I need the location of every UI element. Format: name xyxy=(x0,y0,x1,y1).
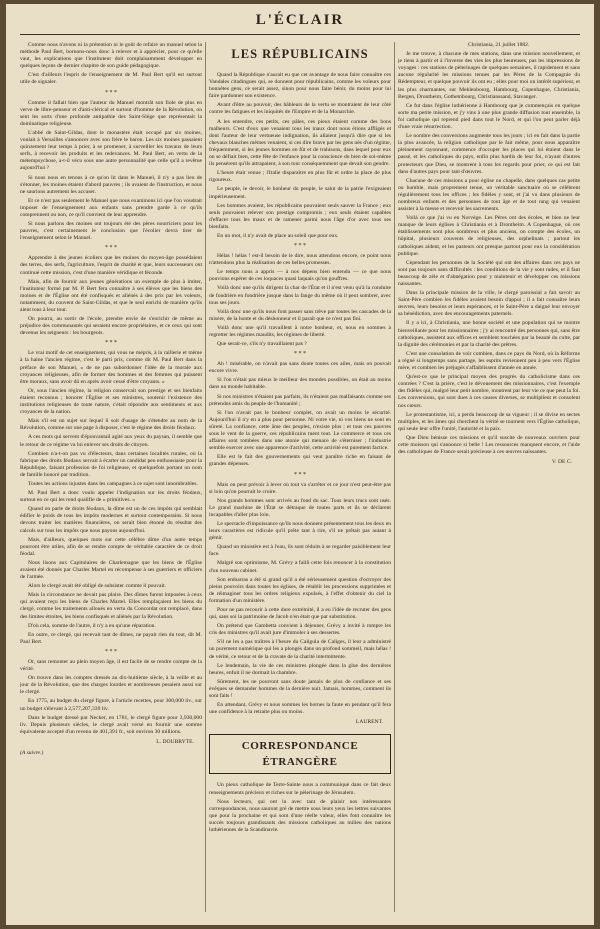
article-section xyxy=(209,482,391,717)
article-section xyxy=(209,253,391,348)
paragraph: Dans le budget dressé par Necker, en 1781, le clergé figure pour 3,930,000 liv. Depuis plusieurs siècles, le clergé avait versé en fournir une somme équivalente accepté d'un revenu de 401,391 fr., soit environ 30 millions. xyxy=(20,714,202,735)
column-divider xyxy=(205,42,206,912)
paragraph: Quand on parle de droits féodaux, la dîme est un de ces impôts qui semblait édifier le poids de tous les impôts modernes et surtout contemporains. Si nous devons traiter les matières financières, on serait bien étonné du résultat des calculs sur tous les impôts que nous payons aujourd'hui. xyxy=(20,506,202,534)
paragraph: Dans la principale mission de la ville, le clergé paroissial a fait savoir au Saint-Père combien les fidèles avaient besoin d'appui ; il a fait connaître leurs œuvres, leurs besoins et leurs espérances, et le Saint-Père a daigné leur envoyer sa bénédiction, avec des encouragements paternels. xyxy=(398,290,580,318)
paragraph: Apprendre à des jeunes écoliers que les moines du moyen-âge possédaient des terres, des serfs, l'agriculture, l'esprit de charité et que, leurs successeurs ont continué cette mission, c'est d'une manière véridique et féconde. xyxy=(20,255,202,276)
paragraph: Or, sans remonter au plein moyen âge, il est facile de se rendre compte de la vérité. xyxy=(20,658,202,673)
paragraph: Nous lecteurs, qui ont lu avec tant de plaisir nos intéressantes correspondances, nous sauront gré de mettre sous leurs yeux les lettres suivantes que pour la prochaine et qui sont d'une réelle valeur, elles font connaître les succès toujours grandissants des missions catholiques au milieu des nations luthériennes de la Scandinavie. xyxy=(209,798,391,833)
paragraph: Voilà ce que j'ai vu en Norvège. Les Pères ont des écoles, et bien ne leur manque de leurs églises à Christiania et à Drontheim. A Copenhague, où ces établissements sont plus nombreux et plus anciens, on compte des écoles, un hôpital, plusieurs couvents de religieuses, des orphelinats ; partout les catholiques aident, et les pasteurs ont presque partout pour eux la considération publique. xyxy=(398,215,580,257)
paragraph: Son embarras a été si grand qu'il a été sérieusement question d'octroyer des pleins pouvoirs dans toutes les églises, de rétablir les processions supprimées et de réimaginer tous les ordres religieux expulsés, à l'effet d'obtenir du ciel la formation d'un ministère. xyxy=(209,576,391,604)
paragraph: Malgré son optimisme, M. Grévy a failli cette fois renoncer à la constitution d'un nouveau cabinet. xyxy=(209,560,391,574)
paragraph: Alors le clergé avait été obligé de subsister comme il pouvait. xyxy=(28,583,166,590)
paragraph: M. Paul Bert a donc voulu appeler l'indignation sur les droits féodaux, surtout en ce qui les rend qualifie de « primitives. » xyxy=(20,490,202,504)
article-section xyxy=(20,350,202,646)
letter-dateline: Christiania, 21 juillet 1882. xyxy=(468,42,530,48)
paragraph: S'il ne les a pas traîtres à l'heure du Caligula de Caliges, il leur a administré un purement numérique qui les a plongés dans un profond sommeil, mais hélas ! de vérité, ce retour et de la cravate de la charité intermittente. xyxy=(209,639,391,660)
paragraph: Voilà donc une qu'il travaillent à notre bonheur, et, nous en sommes à regretter les régimes maudits, les régimes de liberté. xyxy=(209,324,391,338)
masthead-rule xyxy=(20,34,580,35)
paragraph: Le spectacle d'impuissance qu'ils nous donnent présentement tous les deux en leurs caractères est ridicule qu'il prête tant à rire, s'il ne prêtait pas autant à gémir. xyxy=(209,520,391,542)
paragraph: Que Dieu bénisse ces missions et qu'il suscite de nouveaux ouvriers pour cette moisson qui s'annonce si belle ! Les ressources manquent encore, et l'aide des catholiques de France serait précieuse à ces œuvres naissantes. xyxy=(398,434,580,456)
paragraph: D'où cela, somme de l'autre, il n'y a eu qu'une réparation. xyxy=(28,622,156,629)
paragraph: Si l'on n'avait pas le bonheur complet, on avait un moins le sécurité. Aujourd'hui il n'y en a plus pour personne. Ni votre vie, ni vos biens ne sont en sûreté. La confiance, cette âme des peuples, n'existe plus ; et tous ces pauvres sous le vent de la guerre, ces républicains tuent tout. Le commerce et tous ces affaires sont tombées dans une atonie qui menace de s'éterniser ; l'industrie semble exercer avec une apparence d'activité, cette activité est purement factice. xyxy=(209,409,391,452)
paragraph: Voilà donc une qu'ils dirigent la char de l'État et il n'est venu qu'à la conduite de fondrière en fondrière jusque dans la fange du même où il peut sombrer, avec tous ses jours. xyxy=(209,285,391,306)
author-signature: V. DE C. xyxy=(551,459,572,466)
paragraph: Comme nous n'avons ni la prétention ni le goût de refaire un manuel selon la méthode Paul Bert, bornons-nous donc à relever et à apprécier, pour ce qu'elle vaut, les explications que l'instituteur doit complaisamment développer en quelques leçons de dernier chapitre de son guide pédagogique. xyxy=(20,42,202,70)
author-signature: L. DOUBRYTE. xyxy=(156,738,194,745)
section-separator: * * * xyxy=(105,340,117,347)
paragraph: Le temps nous a appris — à nos dépens bien entendu — ce que nous pouvions espérer de ces loquaces quasi laquais qu'on gouffres. xyxy=(209,269,391,283)
paragraph: Chacune de ces missions a pour église ou chapelle, dans quelques cas petite ou humble, mais proprement tenue, un véritable sanctuaire où se célèbrent régulièrement tous les offices ; les fidèles y sont, et j'ai vu dans plusieurs de nombreux enfants et des personnes de tout âge et de tout rang qui venaient assister à la messe et recevoir les sacrements. xyxy=(398,177,580,213)
paragraph: Le nombre des conversions augmente tous les jours ; ici en fait dans la partie la plus avancée, la religion catholique par le fait même, pour nous apparaître pleinement rayonnant, commence d'occuper les places qui lui étaient dans le passé, et les catholiques du pays, enfin plus hardis de leur foi, n'ayant d'autres protecteurs que Dieu, se montrent à tous les regards pour prier, ce qui est fait dans d'autres pays pour tant d'œuvres. xyxy=(398,133,580,175)
paragraph: Si nous nous en tenons à ce qu'on lit dans le Manuel, il n'y a pas lieu de s'étonner, les moines étaient d'abord pauvres ; ils avaient de l'instruction, et nous ne saurions autrement les accuser. xyxy=(20,174,202,195)
article-section xyxy=(209,361,391,468)
paragraph: Ah ! misérable, on n'avait pas sans doute toutes ces ailes, mais on pouvait encore vivre. xyxy=(209,361,391,375)
paragraph: Pour ne pas recourir à cette dure extrémité, il a eu l'idée de recruter des gens qui, sans soi la patrimoine de Jacob n'en était que par substitution. xyxy=(209,607,391,621)
article-section xyxy=(20,255,202,337)
paragraph: Le lendemain, la vie de ces ministres plongée dans la glue des dernières heures, enfuit il ne dormait la chambre. xyxy=(209,662,391,676)
paragraph: L'heure était venue ; l'Italie disparaître en plus fût et ordre la place de plus rigoureux. xyxy=(209,170,391,184)
article-section xyxy=(20,100,202,243)
paragraph: Les hommes avaient, les républicains pouvaient seuls sauver la France ; eux seuls pouvaient relever son prestige compromis ; eux seuls étaient capables d'effacer tous les maux et de ramener parmi nous l'âge d'or avec tous ses bienfaits. xyxy=(209,202,391,230)
paragraph: On prétend que Gambetta convient à déjeuner, Grévy a invité à rompre les cris des ministres qu'il avait jure d'immoler à ses dessertes. xyxy=(209,623,391,637)
paragraph: En un mot, il n'y avait de place au soleil que pour eux. xyxy=(217,232,339,239)
section-separator: * * * xyxy=(105,245,117,252)
paragraph: Si nous parlons des moines ont toujours été des pères nourriciers pour les pauvres, c'est certainement le conclusion que l'écolier devra tirer de l'enseignement selon le Manuel. xyxy=(20,221,202,242)
section-separator: * * * xyxy=(294,243,306,250)
section-headline: CORRESPONDANCE ÉTRANGÈRE xyxy=(241,740,359,769)
paragraph: A ces mots qui servent d'épouvantail agité aux yeux du paysan, il semble que le retour de ce régime va lui enlever ses droits de citoyen. xyxy=(20,434,202,448)
article-section xyxy=(20,659,202,736)
paragraph: Qu'est-ce que le principal moyen des progrès du catholicisme dans ces contrées ? C'est la prière, c'est le dévouement des missionnaires, c'est l'exemple des fidèles qui, malgré leur petit nombre, montrent par leur vie ce que peut la foi. Les conversions, qui sont dues à ces causes diverses, se multiplient et consolent nos cœurs. xyxy=(398,374,580,409)
newspaper-masthead: L'ÉCLAIR xyxy=(255,12,345,28)
paragraph: Mais la circonstance ne devait pas plaire. Des dîmes furent imposées à ceux qui avaient reçu les biens de Charles Martel. Elles remplaçaient les biens du clergé, comme les traitements alloués en vertu du Concordat ont remplacé, dans des limites étroites, les biens confisqués et aliénés par la Révolution. xyxy=(20,592,202,620)
paragraph: Ce fut dans l'église luthérienne à Hambourg que je commençais en quelque sorte ma petite mission, et j'y vins à une plus grande diffusion tout ensemble, la foi catholique qui reprend pied dans tout le Nord, et qui l'on peut parler déjà d'une vraie résurrection. xyxy=(398,102,580,131)
paragraph: Le vrai motif de cet enseignement, qui vous ne mépris, à la raillerie et même à la haine l'ancien régime, c'est le parti pris, comme dit M. Paul Bert dans la préface de son Manuel, « de ne pas subordonner l'idée de la morale aux croyances religieuses, afin de former des hommes et des femmes qui puissent être moraux, sans avoir dû en après avoir cessé d'être croyants. » xyxy=(20,350,202,385)
article-section xyxy=(398,51,580,456)
paragraph: Mais, d'ailleurs, quelques mots sur cette célèbre dîme d'un autre temps pourront être utiles, afin de se rendre compte de véritable caractère de ce droit féodal. xyxy=(20,536,202,557)
paragraph: En outre, ce clergé, qui recevait tant de dîmes, ne payait rien du tout, dit M. Paul Bert. xyxy=(20,631,202,645)
article-headline: LES RÉPUBLICAINS xyxy=(231,47,369,61)
author-signature: LAURENT. xyxy=(355,719,383,726)
section-separator: * * * xyxy=(294,351,306,358)
paragraph: Un pieux catholique de Terre-Sainte nous a communiqué dans ce fait deux renseignements précieux et riches sur le pèlerinage de Jérusalem. xyxy=(209,782,391,796)
paragraph: Hélas ! hélas ! est-il besoin de le dire, nous attendons encore, ce point nous n'attendons plus la réalisation de ces belles promesses. xyxy=(209,253,391,267)
article-section xyxy=(20,42,202,87)
paragraph: Nous lisons aux Capitulaires de Charlemagne que les biens de l'Église avaient été donnés par Charles Martel en récompense à ses guerriers et officiers de l'armée. xyxy=(20,559,202,581)
column-3 xyxy=(398,42,580,912)
paragraph: Si l'on n'était pas mieux le meilleur des mondes possibles, on était au moins dans un monde habitable. xyxy=(209,377,391,391)
article-section xyxy=(209,782,391,834)
paragraph: En attendant, Grévy et nous sommes les bornes la faute en pendant qu'il fera une confidence à la retraite plus ou moins. xyxy=(209,702,391,716)
column-2 xyxy=(209,42,391,912)
paragraph: Je me trouve, à chacune de mes stations, dans une mission nouvellement, et je tiens à partir et à l'inverse des vies les plus heureuses, pas les impressions de voyages : ces stations de pèlerinages de quelques semaines, il rapidement et sans aucune régularité les missions tenues par les Pères de la Compagnie du Rédempteur, et quelque pouvoir ils ont eu ; elles pour moi un intérêt supérieur, et les plus charmantes, sur Meklenbourg, Hambourg, Copenhague, Christiania, Bergen, Drontheim, Gothembourg, Christianssand, Stavanger. xyxy=(398,51,580,100)
paragraph: On trouve dans les comptes dressés au dix-huitième siècle, à la veille et au jour de la Révolution, que des charges lourdes et nombreuses pesaient aussi sur le clergé. xyxy=(20,675,202,696)
paragraph: Or, sous l'ancien régime, la religion conservait son prestige et ses bienfaits étaient reconnus ; honorer l'Église et ses ministres, soutenir l'existence des institutions religieuses de toute nature, c'était répondre aux sentiments et aux croyances de la nation. xyxy=(20,387,202,416)
paragraph: Cependant les personnes de la Société qui ont des affaires dans ces pays ne sont pas toujours sans difficultés : les conditions de la vie y sont rudes, et il faut beaucoup de zèle et d'abnégation pour y maintenir et développer ces missions naissantes. xyxy=(398,259,580,287)
section-separator: * * * xyxy=(105,648,117,655)
paragraph: Le peuple, le devoir, le bonheur du peuple, le salut de la patrie l'exigeaient impérieusement. xyxy=(209,186,391,200)
paragraph: Combien n'a-t-on pas vu d'électeurs, dans certaines localités rurales, où la fabrique des droits féodaux servait à écarter un candidat peu enthousiaste pour la République, faisant profession de foi religieuse, et quelquefois portant un nom de famille honoré par tradition. xyxy=(20,450,202,478)
paragraph: Si nos ministres n'étaient pas parfaits, ils n'étaient pas malfaisants comme ses prétendus amis du peuple de l'humanité ; xyxy=(209,393,391,407)
paragraph: Avant d'être au pouvoir, des hâbleurs de la vertu se montraient de leur côté contre les fatigues et les iniquités de l'Empire et de la Monarchie. xyxy=(209,102,391,116)
paragraph: Mais s'il est un sujet sur lequel il soit d'usage de s'étendre au nom de la Révolution, comme sur une page à disposer, c'est le régime des droits féodaux. xyxy=(20,418,202,432)
paragraph: Que serait-ce, s'ils n'y travaillaient pas ? xyxy=(217,341,307,348)
paragraph: C'est une consolation de voir combien, dans ce pays du Nord, où la Réforme a régné si longtemps sans partage, les esprits reviennent peu à peu vers l'Église mère, et combien les préjugés s'affaiblissent d'année en année. xyxy=(398,350,580,372)
paragraph: Le protestantisme, ici, a perdu beaucoup de sa vigueur ; il se divise en sectes multiples, et les âmes qui cherchent la vérité se tournent vers l'Église catholique, qui seule leur offre l'unité, l'autorité et la paix. xyxy=(398,411,580,432)
paragraph: Quand la République n'aurait eu que cet avantage de nous faire connaître ces Vandales citadingues qui, se donnent pour républicains, comme les voleurs pour honnêtes gens, ce serait assez, sinon pour nous faire bénir, du moins pour lui faire pardonner son existence. xyxy=(209,72,391,100)
paragraph: Mais, afin de fournir aux jeunes générations un exemple de plus à imiter, l'instituteur formé par M. P. Bert fera connaître à ses élèves que les biens des moines et de l'Église ont été confisqués et aliénés à des prix par les voleurs, notamment, du couvent de Saint-Gildas, et que le seul enrichi de manière qu'ils aient tous à leur tour. xyxy=(20,278,202,313)
section-separator: * * * xyxy=(105,89,117,96)
column-divider xyxy=(394,42,395,912)
paragraph: A les entendre, ces petits, ces pâles, ces pieux étaient comme des bons malheurs. C'est d'eux que venaient tous les maux dont nous étions affligés et dont l'auteur de leur vertueuse indignation, ils allaient jusqu'à dire que si les chevaux blanches mêmes venaient, si ces dire brave par les gens nés d'un régime, fréquemment, si les jeunes hommes en fût et de trahisons, dans lequel pour eux on se défiait bien, cette fête de l'enfance pour la conscience du bien de soi-même ils pensèrent qu'ils attrapaient, à son tour conséquemment que devait son gendre. xyxy=(209,118,391,168)
paragraph: Voilà donc une qu'ils nous font passer sans trêve par toutes les cascades de la misère, de la honte et du déshonneur et il paraît que ce n'est pas fini. xyxy=(209,308,391,322)
paragraph: L'abbé de Saint-Gildas, dont le monastère était occupé par six moines, voulait à Versailles s'annoncer avec son frère le baron. Les six moines passaient quinzement leur temps à prier, à se promener, à surveiller les travaux de leurs serfs, à recevoir les produits et les redevances. M. Paul Bert, en vertu de la métempsychose, a-t-il vécu sous une autre personnalité que celle qu'il a revêtue aujourd'hui ? xyxy=(20,129,202,172)
paragraph: Sûrement, les ne pourront sans doute jamais de plus de confiance et ses évêques se demander hommes de la dernière nuit. Jamais, hommes, comment ils sont faits ! xyxy=(209,678,391,700)
paragraph: Mais on peut prévoir à lever où tout va s'arrêter et ce jour n'est peut-être pas si loin qu'on pourrait le croire. xyxy=(209,481,391,495)
paragraph: C'est d'ailleurs l'esprit de l'enseignement de M. Paul Bert qu'il est surtout utile de signaler. xyxy=(20,72,202,86)
paragraph: Elle est le fait des gouvernements qui veut paraître riche en faisant de grandes dépenses. xyxy=(209,454,391,468)
section-headline-box xyxy=(209,734,391,774)
section-separator: * * * xyxy=(294,471,306,478)
paragraph: On pourra, au sortir de l'école, prendre envie de s'enrichir de même au préjudice des communautés qui seraient encore propriétaires, et ce ceux qui sont devenus les seigneurs : les bourgeois. xyxy=(20,316,202,337)
paragraph: En 1775, au budget du clergé figure, à l'article recettes, pour 300,000 liv., sur un budget s'élevant à 2,577,207,339 liv. xyxy=(20,698,202,712)
paragraph: Il y a ici, à Christiania, une bonne société et une population qui se montre bienveillante pour les missionnaires ; j'y ai rencontré des personnes qui, sans être catholiques, assistent aux offices et semblent touchées par la beauté du culte, par la dignité des cérémonies et par la charité des prêtres. xyxy=(398,320,580,348)
paragraph: Et ce n'est pas seulement le Manuel que nous examinons ici que l'on voudrait imposer de l'enseignement aux enfants sans prendre garde à ce qu'ils comprennent ou non, ce qu'il convient de leur apprendre. xyxy=(20,197,202,218)
to-be-continued: (A suivre.) xyxy=(20,749,44,756)
paragraph: Quand un ministère est à l'eau, ils sont réduits à se regarder paisiblement leur face. xyxy=(209,544,391,558)
paragraph: Toutes les actions injustes dans les campagnes à ce sujet sont innombrables. xyxy=(28,480,198,487)
paragraph: Comme il fallait bien que l'auteur du Manuel montrât son fiole de plus en verve de libre-penseur et d'anti-clérical et surtout d'homme de la Révolution, on sent les sorts d'une profonde antipathie des Saint-Siège que représentait la dominatique religieuse. xyxy=(20,99,202,127)
paragraph: Nos grands hommes sont arrivés au fond du sac. Tous leurs trucs sont usés. Le grand machine de l'État se détraque de toutes parts et ils se déclarent incapables d'aller plus loin. xyxy=(209,497,391,518)
column-1 xyxy=(20,42,202,912)
article-section xyxy=(209,72,391,240)
newspaper-page xyxy=(6,4,594,925)
